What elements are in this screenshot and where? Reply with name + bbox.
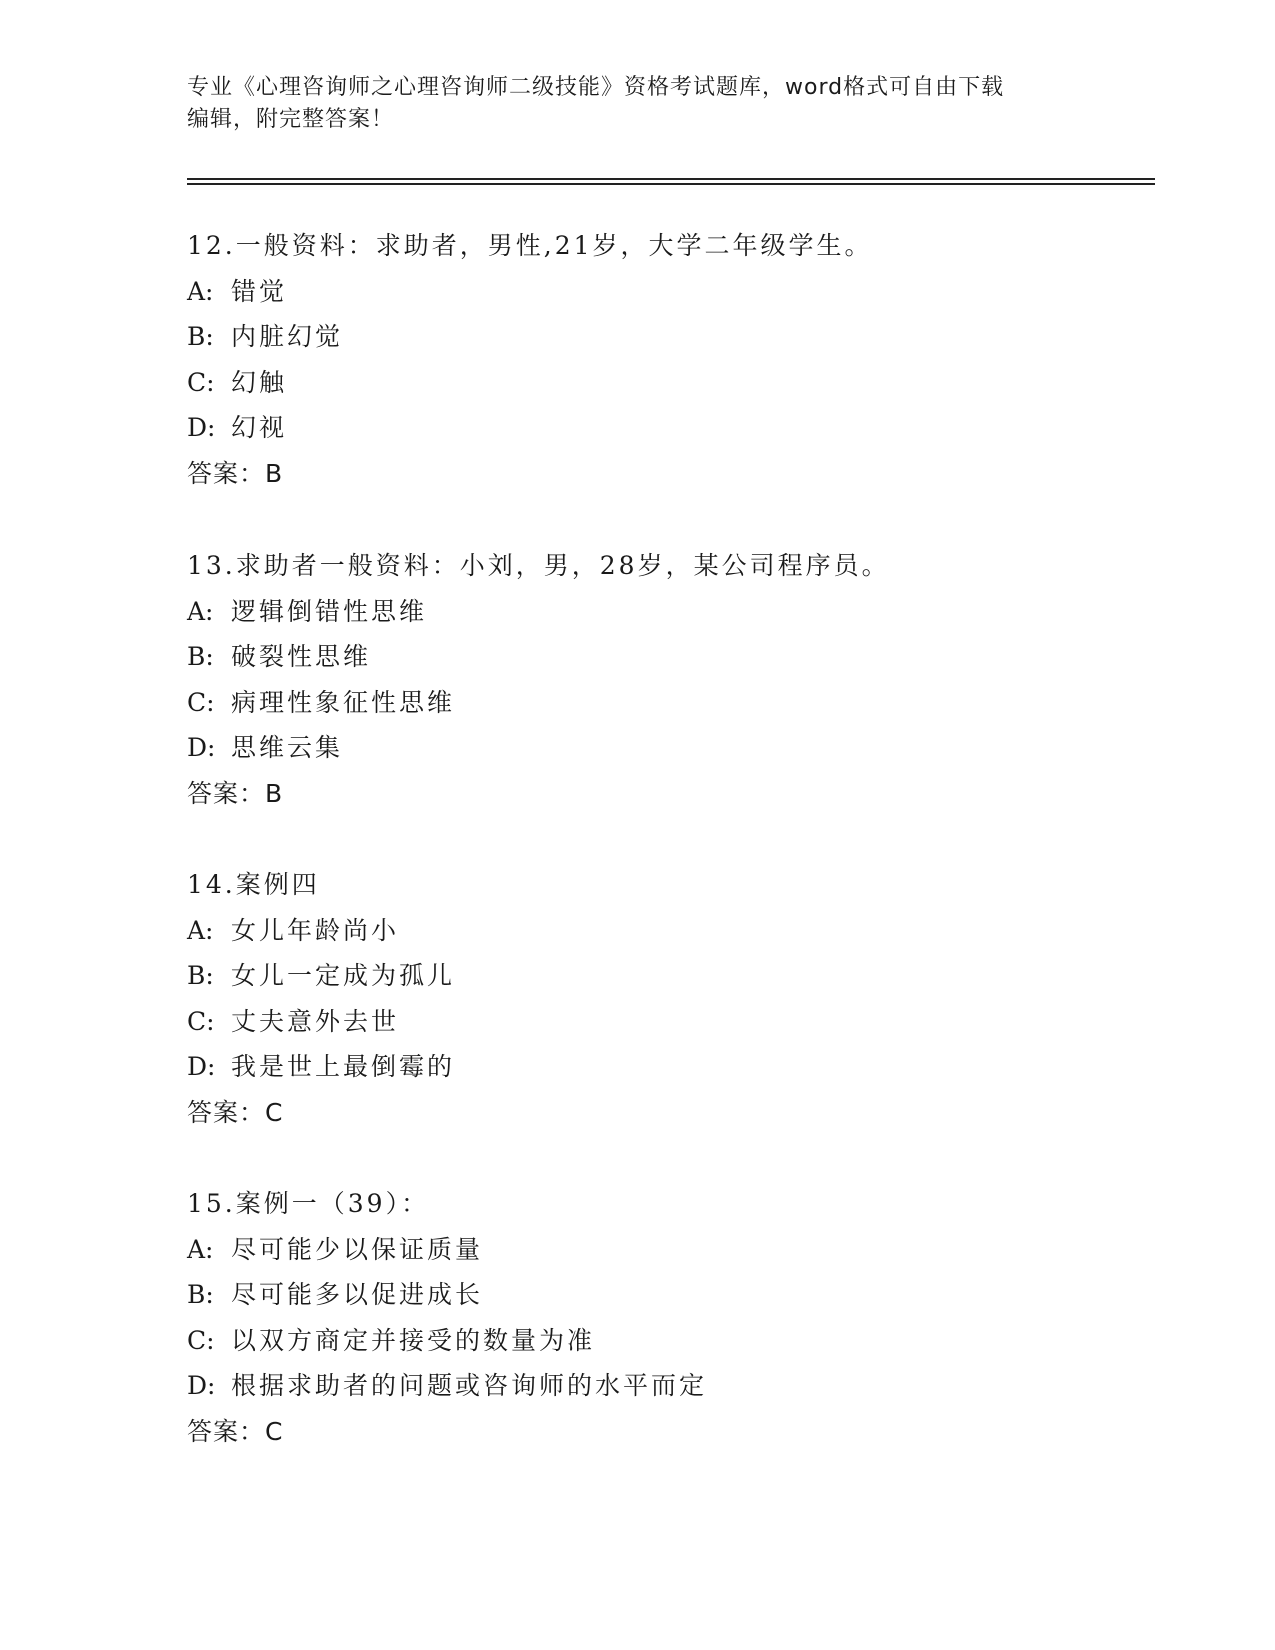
option-b	[187, 1272, 1187, 1318]
option-text: 逻辑倒错性思维	[231, 596, 428, 626]
option-d	[187, 1044, 1187, 1090]
option-letter: B:	[187, 642, 214, 671]
option-text: 女儿一定成为孤儿	[231, 961, 456, 990]
option-text: 内脏幻觉	[231, 322, 344, 351]
option-letter: D:	[187, 1371, 216, 1400]
option-letter: C:	[187, 687, 215, 717]
option-d	[187, 725, 1187, 771]
option-a	[187, 908, 1187, 954]
option-text: 尽可能少以保证质量	[231, 1234, 484, 1264]
answer-line: 答案：B	[187, 778, 284, 808]
option-text: 女儿年龄尚小	[231, 915, 400, 945]
option-d	[187, 1363, 1187, 1409]
answer-line: 答案：C	[187, 1097, 284, 1127]
question-13	[187, 543, 1187, 816]
option-letter: C:	[187, 1006, 215, 1036]
document-header	[187, 72, 1087, 136]
option-letter: C:	[187, 367, 215, 397]
header-line-2: 编辑，附完整答案！	[187, 107, 395, 132]
option-text: 幻触	[231, 367, 288, 397]
option-b	[187, 314, 1187, 360]
option-letter: A:	[187, 1234, 214, 1264]
question-stem: 13.求助者一般资料：小刘，男，28岁，某公司程序员。	[187, 551, 890, 580]
option-letter: D:	[187, 1052, 216, 1081]
question-stem: 14.案例四	[187, 870, 320, 899]
option-text: 尽可能多以促进成长	[231, 1280, 484, 1309]
option-letter: D:	[187, 413, 216, 442]
question-15	[187, 1181, 1187, 1454]
header-line-1: 专业《心理咨询师之心理咨询师二级技能》资格考试题库，word格式可自由下载	[187, 75, 1005, 100]
option-a	[187, 589, 1187, 635]
question-14	[187, 862, 1187, 1135]
option-text: 错觉	[231, 276, 288, 306]
option-letter: B:	[187, 322, 214, 351]
option-c	[187, 360, 1187, 406]
option-d	[187, 405, 1187, 451]
question-12	[187, 223, 1187, 496]
option-letter: B:	[187, 961, 214, 990]
option-text: 根据求助者的问题或咨询师的水平而定	[231, 1371, 708, 1400]
option-c	[187, 999, 1187, 1045]
header-divider-top	[187, 178, 1155, 180]
option-letter: C:	[187, 1325, 215, 1355]
option-a	[187, 269, 1187, 315]
option-text: 幻视	[231, 413, 288, 442]
option-text: 思维云集	[231, 733, 344, 762]
option-letter: B:	[187, 1280, 214, 1309]
option-c	[187, 1318, 1187, 1364]
option-letter: D:	[187, 733, 216, 762]
question-stem: 15.案例一（39）：	[187, 1189, 430, 1218]
option-text: 病理性象征性思维	[231, 687, 456, 717]
option-a	[187, 1227, 1187, 1273]
option-text: 破裂性思维	[231, 642, 372, 671]
option-letter: A:	[187, 596, 214, 626]
option-c	[187, 680, 1187, 726]
answer-line: 答案：C	[187, 1416, 284, 1446]
option-b	[187, 953, 1187, 999]
answer-line: 答案：B	[187, 458, 284, 488]
option-letter: A:	[187, 276, 214, 306]
option-b	[187, 634, 1187, 680]
question-stem: 12.一般资料：求助者，男性,21岁，大学二年级学生。	[187, 231, 873, 260]
option-text: 丈夫意外去世	[231, 1006, 400, 1036]
header-divider-bottom	[187, 183, 1155, 185]
option-text: 我是世上最倒霉的	[231, 1052, 456, 1081]
option-text: 以双方商定并接受的数量为准	[231, 1325, 596, 1355]
option-letter: A:	[187, 915, 214, 945]
